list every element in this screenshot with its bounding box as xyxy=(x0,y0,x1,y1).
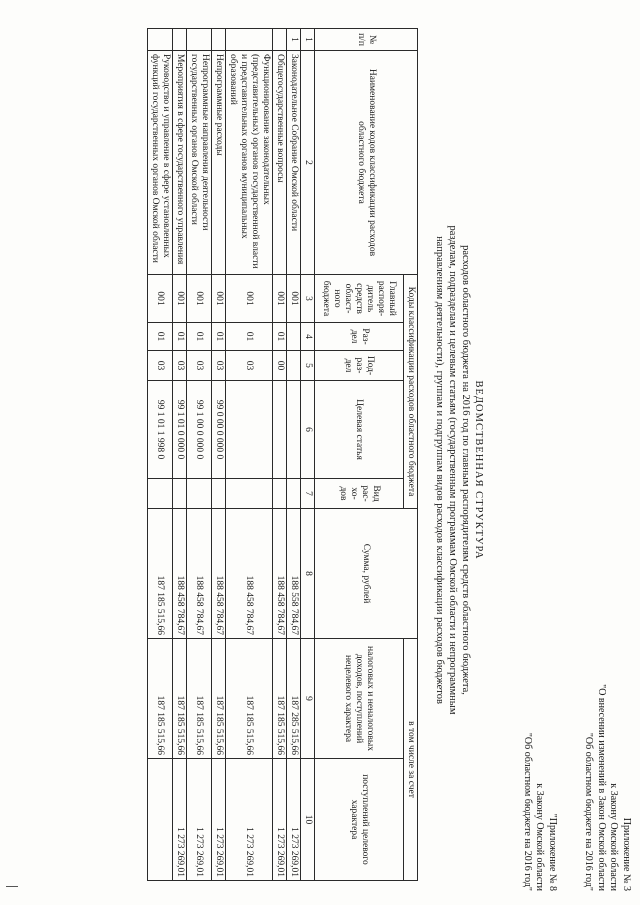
table-body xyxy=(148,29,301,881)
row-number xyxy=(212,29,226,51)
row-number xyxy=(226,29,273,51)
row-name: Руководство и управление в сфере установленных функций государственных органов Омской области xyxy=(148,51,173,275)
subtitle-line: направлениям деятельности), группам и подгруппам видов расходов классификации расходов бюджетов xyxy=(434,236,445,704)
row-section: 01 xyxy=(148,323,173,351)
row-sum: 188 458 784,67 xyxy=(212,509,226,639)
row-name: Непрограммные расходы xyxy=(212,51,226,275)
col-number: 5 xyxy=(301,351,315,381)
row-number xyxy=(173,29,187,51)
table-row xyxy=(273,29,287,881)
row-expense-type xyxy=(287,479,301,509)
header-codes-group: Коды классификации расходов областного бюджета xyxy=(404,275,418,509)
header-subsection: Под-раз-дел xyxy=(315,351,404,381)
header-name: Наименование кодов классификации расходов областного бюджета xyxy=(315,51,418,275)
row-section: 01 xyxy=(273,323,287,351)
row-subsection: 03 xyxy=(212,351,226,381)
row-number xyxy=(273,29,287,51)
col-number: 10 xyxy=(301,759,315,881)
row-subsection: 03 xyxy=(148,351,173,381)
row-sum: 188 458 784,67 xyxy=(226,509,273,639)
row-target-article xyxy=(287,381,301,479)
row-name: Непрограммные направления деятельности государственных органов Омской области xyxy=(187,51,212,275)
table-row xyxy=(187,29,212,881)
row-chief-manager: 001 xyxy=(187,275,212,323)
row-expense-type xyxy=(187,479,212,509)
row-subsection: 00 xyxy=(273,351,287,381)
row-subsection xyxy=(287,351,301,381)
row-subsection: 03 xyxy=(173,351,187,381)
row-targeted-revenue: 1 273 269,01 xyxy=(173,759,187,881)
row-chief-manager: 001 xyxy=(212,275,226,323)
row-sum: 188 458 784,67 xyxy=(173,509,187,639)
header-targeted-revenue: поступлений целевого характера xyxy=(315,759,404,881)
row-section: 01 xyxy=(173,323,187,351)
col-number: 8 xyxy=(301,509,315,639)
appendix-line: Приложение № 3 xyxy=(621,817,632,891)
row-chief-manager: 001 xyxy=(273,275,287,323)
row-section: 01 xyxy=(226,323,273,351)
row-number xyxy=(187,29,212,51)
col-number: 4 xyxy=(301,323,315,351)
table-row xyxy=(212,29,226,881)
row-expense-type xyxy=(148,479,173,509)
row-number xyxy=(148,29,173,51)
subtitle-line: разделам, подразделам и целевым статьям (государственным программам Омской области и непрограммным xyxy=(447,225,458,715)
header-chief-manager: Главный распоря-дитель средств област-ного бюджета xyxy=(315,275,404,323)
row-sum: 187 185 515,66 xyxy=(148,509,173,639)
row-chief-manager: 001 xyxy=(287,275,301,323)
row-expense-type xyxy=(273,479,287,509)
col-number: 9 xyxy=(301,639,315,759)
appendix-line: "О внесении изменений в Закон Омской области xyxy=(596,684,607,891)
table-row xyxy=(173,29,187,881)
row-chief-manager: 001 xyxy=(173,275,187,323)
appendix-line: "Об областном бюджете на 2016 год" xyxy=(583,732,595,891)
row-target-article xyxy=(273,381,287,479)
appendix-line: "Об областном бюджете на 2016 год" xyxy=(522,732,533,891)
scan-mark xyxy=(6,886,18,887)
row-tax-revenue: 187 185 515,66 xyxy=(173,639,187,759)
row-number: 1 xyxy=(287,29,301,51)
row-sum: 188 458 784,67 xyxy=(187,509,212,639)
row-tax-revenue: 187 185 515,66 xyxy=(226,639,273,759)
header-num: № п/п xyxy=(315,29,418,51)
row-name: Функционирование законодательных (представительных) органов государственной власти и представительных органов муниципальных образований xyxy=(226,51,273,275)
table-row xyxy=(287,29,301,881)
appendix-line: к Закону Омской области xyxy=(534,783,546,891)
row-target-article: 99 1 01 0 000 0 xyxy=(173,381,187,479)
row-sum: 188 558 784,67 xyxy=(287,509,301,639)
col-number: 1 xyxy=(301,29,315,51)
appendix-3-note xyxy=(582,684,632,891)
row-subsection: 03 xyxy=(187,351,212,381)
budget-table xyxy=(147,28,418,881)
row-expense-type xyxy=(226,479,273,509)
table-row xyxy=(148,29,173,881)
row-expense-type xyxy=(173,479,187,509)
row-target-article: 99 1 00 0 000 0 xyxy=(187,381,212,479)
appendix-line: к Закону Омской области xyxy=(608,783,620,891)
row-target-article: 99 1 01 1 998 0 xyxy=(148,381,173,479)
header-including: в том числе за счет xyxy=(404,639,418,881)
row-targeted-revenue xyxy=(148,759,173,881)
col-number: 3 xyxy=(301,275,315,323)
row-section: 01 xyxy=(212,323,226,351)
appendix-line: "Приложение № 8 xyxy=(547,813,558,891)
row-name: Общегосударственные вопросы xyxy=(273,51,287,275)
row-tax-revenue: 187 185 515,66 xyxy=(212,639,226,759)
header-expense-type: Вид рас-хо-дов xyxy=(315,479,404,509)
row-chief-manager: 001 xyxy=(226,275,273,323)
col-number: 7 xyxy=(301,479,315,509)
row-targeted-revenue: 1 273 269,01 xyxy=(287,759,301,881)
row-tax-revenue: 187 285 515,66 xyxy=(287,639,301,759)
row-name: Мероприятия в сфере государственного управления xyxy=(173,51,187,275)
header-section: Раз-дел xyxy=(315,323,404,351)
row-targeted-revenue: 1 273 269,01 xyxy=(187,759,212,881)
header-sum: Сумма, рублей xyxy=(315,509,418,639)
subtitle-line: расходов областного бюджета на 2016 год по главным распорядителям средств областного бюджета, xyxy=(460,245,471,695)
col-number: 2 xyxy=(301,51,315,275)
row-tax-revenue: 187 185 515,66 xyxy=(273,639,287,759)
row-expense-type xyxy=(212,479,226,509)
document-title: ВЕДОМСТВЕННАЯ СТРУКТУРА xyxy=(473,380,484,560)
row-target-article xyxy=(226,381,273,479)
row-subsection: 03 xyxy=(226,351,273,381)
row-tax-revenue: 187 185 515,66 xyxy=(148,639,173,759)
row-target-article: 99 0 00 0 000 0 xyxy=(212,381,226,479)
row-name: Законодательное Собрание Омской области xyxy=(287,51,301,275)
row-section xyxy=(287,323,301,351)
document-heading xyxy=(433,60,485,880)
col-number: 6 xyxy=(301,381,315,479)
header-tax-revenue: налоговых и неналоговых доходов, поступлений нецелевого характера xyxy=(315,639,404,759)
row-targeted-revenue: 1 273 269,01 xyxy=(273,759,287,881)
row-sum: 188 458 784,67 xyxy=(273,509,287,639)
row-chief-manager: 001 xyxy=(148,275,173,323)
row-tax-revenue: 187 185 515,66 xyxy=(187,639,212,759)
appendix-8-note xyxy=(521,733,559,891)
header-target-article: Целевая статья xyxy=(315,381,404,479)
row-section: 01 xyxy=(187,323,212,351)
table-row xyxy=(226,29,273,881)
row-targeted-revenue: 1 273 269,01 xyxy=(212,759,226,881)
row-targeted-revenue: 1 273 269,01 xyxy=(226,759,273,881)
